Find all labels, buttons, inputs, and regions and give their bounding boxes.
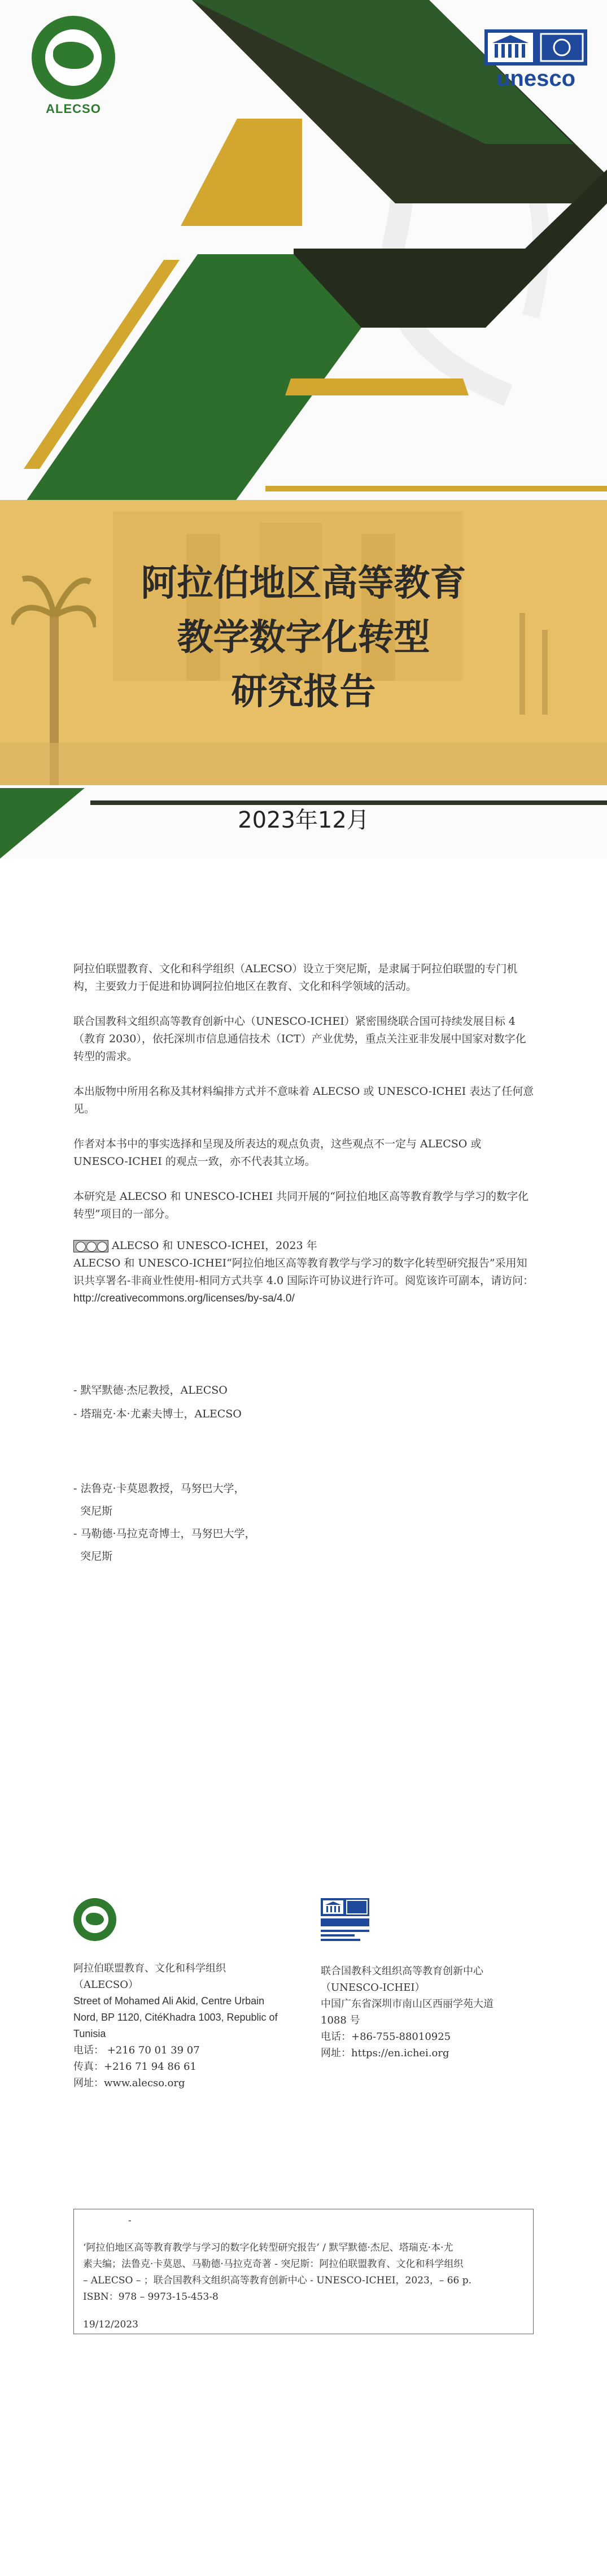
address-line: （ALECSO） <box>73 1979 138 1991</box>
cover-title-line: 阿拉伯地区高等教育 <box>141 563 466 604</box>
alecso-address <box>73 1960 299 2091</box>
cover-date: 2023年12月 <box>238 807 369 833</box>
cover-title <box>0 556 607 719</box>
intro-paragraph: 本出版物中所用名称及其材料编排方式并不意味着 ALECSO 或 UNESCO-ICHEI 表达了任何意见。 <box>73 1085 534 1115</box>
catalog-line: ‘阿拉伯地区高等教育教学与学习的数字化转型研究报告’ / 默罕默德·杰尼、塔瑞克·本·尤 <box>83 2242 453 2253</box>
list-item: - 默罕默德·杰尼教授，ALECSO <box>73 1384 228 1396</box>
cover-title-line: 研究报告 <box>231 671 376 713</box>
address-line: 1088 号 <box>321 2014 360 2026</box>
list-item: - 法鲁克·卡莫恩教授，马努巴大学， <box>73 1482 245 1495</box>
license-link[interactable]: http://creativecommons.org/licenses/by-sa/4.0/ <box>73 1293 295 1304</box>
authors-list <box>73 1477 536 1568</box>
address-line: 电话： +216 70 01 39 07 <box>73 2044 200 2056</box>
address-line: Tunisia <box>73 2028 106 2039</box>
catalog-line: 素夫编；法鲁克·卡莫恩、马勒德·马拉克奇著 - 突尼斯：阿拉伯联盟教育、文化和科学组织 <box>83 2259 464 2270</box>
address-line: （UNESCO-ICHEI） <box>321 1982 425 1994</box>
unesco-ichei-logo-icon <box>321 1898 369 1943</box>
cc-license-icon <box>73 1240 108 1252</box>
address-line: 中国广东省深圳市南山区西丽学苑大道 <box>321 1998 494 2010</box>
address-line: 联合国教科文组织高等教育创新中心 <box>321 1965 483 1977</box>
intro-paragraph: 阿拉伯联盟教育、文化和科学组织（ALECSO）设立于突尼斯，是隶属于阿拉伯联盟的专门机构，主要致力于促进和协调阿拉伯地区在教育、文化和科学领域的活动。 <box>73 963 518 993</box>
alecso-emblem-icon <box>73 1898 116 1941</box>
intro-paragraph: 联合国教科文组织高等教育创新中心（UNESCO-ICHEI）紧密围绕联合国可持续发展目标 4（教育 2030），依托深圳市信息通信技术（ICT）产业优势，重点关注亚非发展中国家对数字化转型的需求。 <box>73 1015 526 1063</box>
list-item: - 马勒德·马拉克奇博士，马努巴大学， <box>73 1528 256 1540</box>
catalog-line: – ALECSO – ；联合国教科文组织高等教育创新中心 - UNESCO-ICHEI，2023，– 66 p. <box>83 2275 472 2286</box>
intro-paragraph: 作者对本书中的事实选择和呈现及所表达的观点负责，这些观点不一定与 ALECSO 或 UNESCO-ICHEI 的观点一致，亦不代表其立场。 <box>73 1138 482 1168</box>
unesco-logo <box>484 29 587 93</box>
unesco-ichei-address <box>321 1963 547 2061</box>
unesco-logo-text: unesco <box>496 66 576 91</box>
catalog-record <box>73 2209 534 2334</box>
alecso-emblem-icon <box>32 16 115 99</box>
editors-list <box>73 1378 536 1426</box>
catalog-line: ISBN：978 – 9973-15-453-8 <box>83 2291 219 2303</box>
cover-title-line: 教学数字化转型 <box>177 617 430 659</box>
license-text: ALECSO 和 UNESCO-ICHEI“阿拉伯地区高等教育教学与学习的数字化转型研究报告”采用知识共享署名-非商业性使用-相同方式共享 4.0 国际许可协议进行许可。阅览该许可副本，请访问： <box>73 1257 534 1287</box>
list-item: 突尼斯 <box>73 1550 113 1563</box>
address-line: 阿拉伯联盟教育、文化和科学组织 <box>73 1963 226 1974</box>
catalog-mark: - <box>128 2215 132 2226</box>
copyright-line: ALECSO 和 UNESCO-ICHEI，2023 年 <box>112 1239 317 1252</box>
address-line: 传真：+216 71 94 86 61 <box>73 2061 196 2073</box>
unesco-temple-icon <box>484 29 587 66</box>
list-item: 突尼斯 <box>73 1505 113 1517</box>
alecso-logo-text: ALECSO <box>46 102 101 116</box>
intro-section <box>73 960 536 1307</box>
address-line: 网址：www.alecso.org <box>73 2077 185 2089</box>
catalog-date: 19/12/2023 <box>83 2319 138 2330</box>
intro-paragraph: 本研究是 ALECSO 和 UNESCO-ICHEI 共同开展的“阿拉伯地区高等教育教学与学习的数字化转型”项目的一部分。 <box>73 1190 529 1220</box>
alecso-logo <box>28 16 119 116</box>
address-line: Nord, BP 1120, CitéKhadra 1003, Republic of <box>73 2012 278 2023</box>
address-line: 电话：+86-755-88010925 <box>321 2031 451 2043</box>
address-line: 网址：https://en.ichei.org <box>321 2047 449 2059</box>
cover <box>0 0 607 859</box>
address-line: Street of Mohamed Ali Akid, Centre Urbain <box>73 1995 265 2007</box>
list-item: - 塔瑞克·本·尤素夫博士，ALECSO <box>73 1408 242 1420</box>
